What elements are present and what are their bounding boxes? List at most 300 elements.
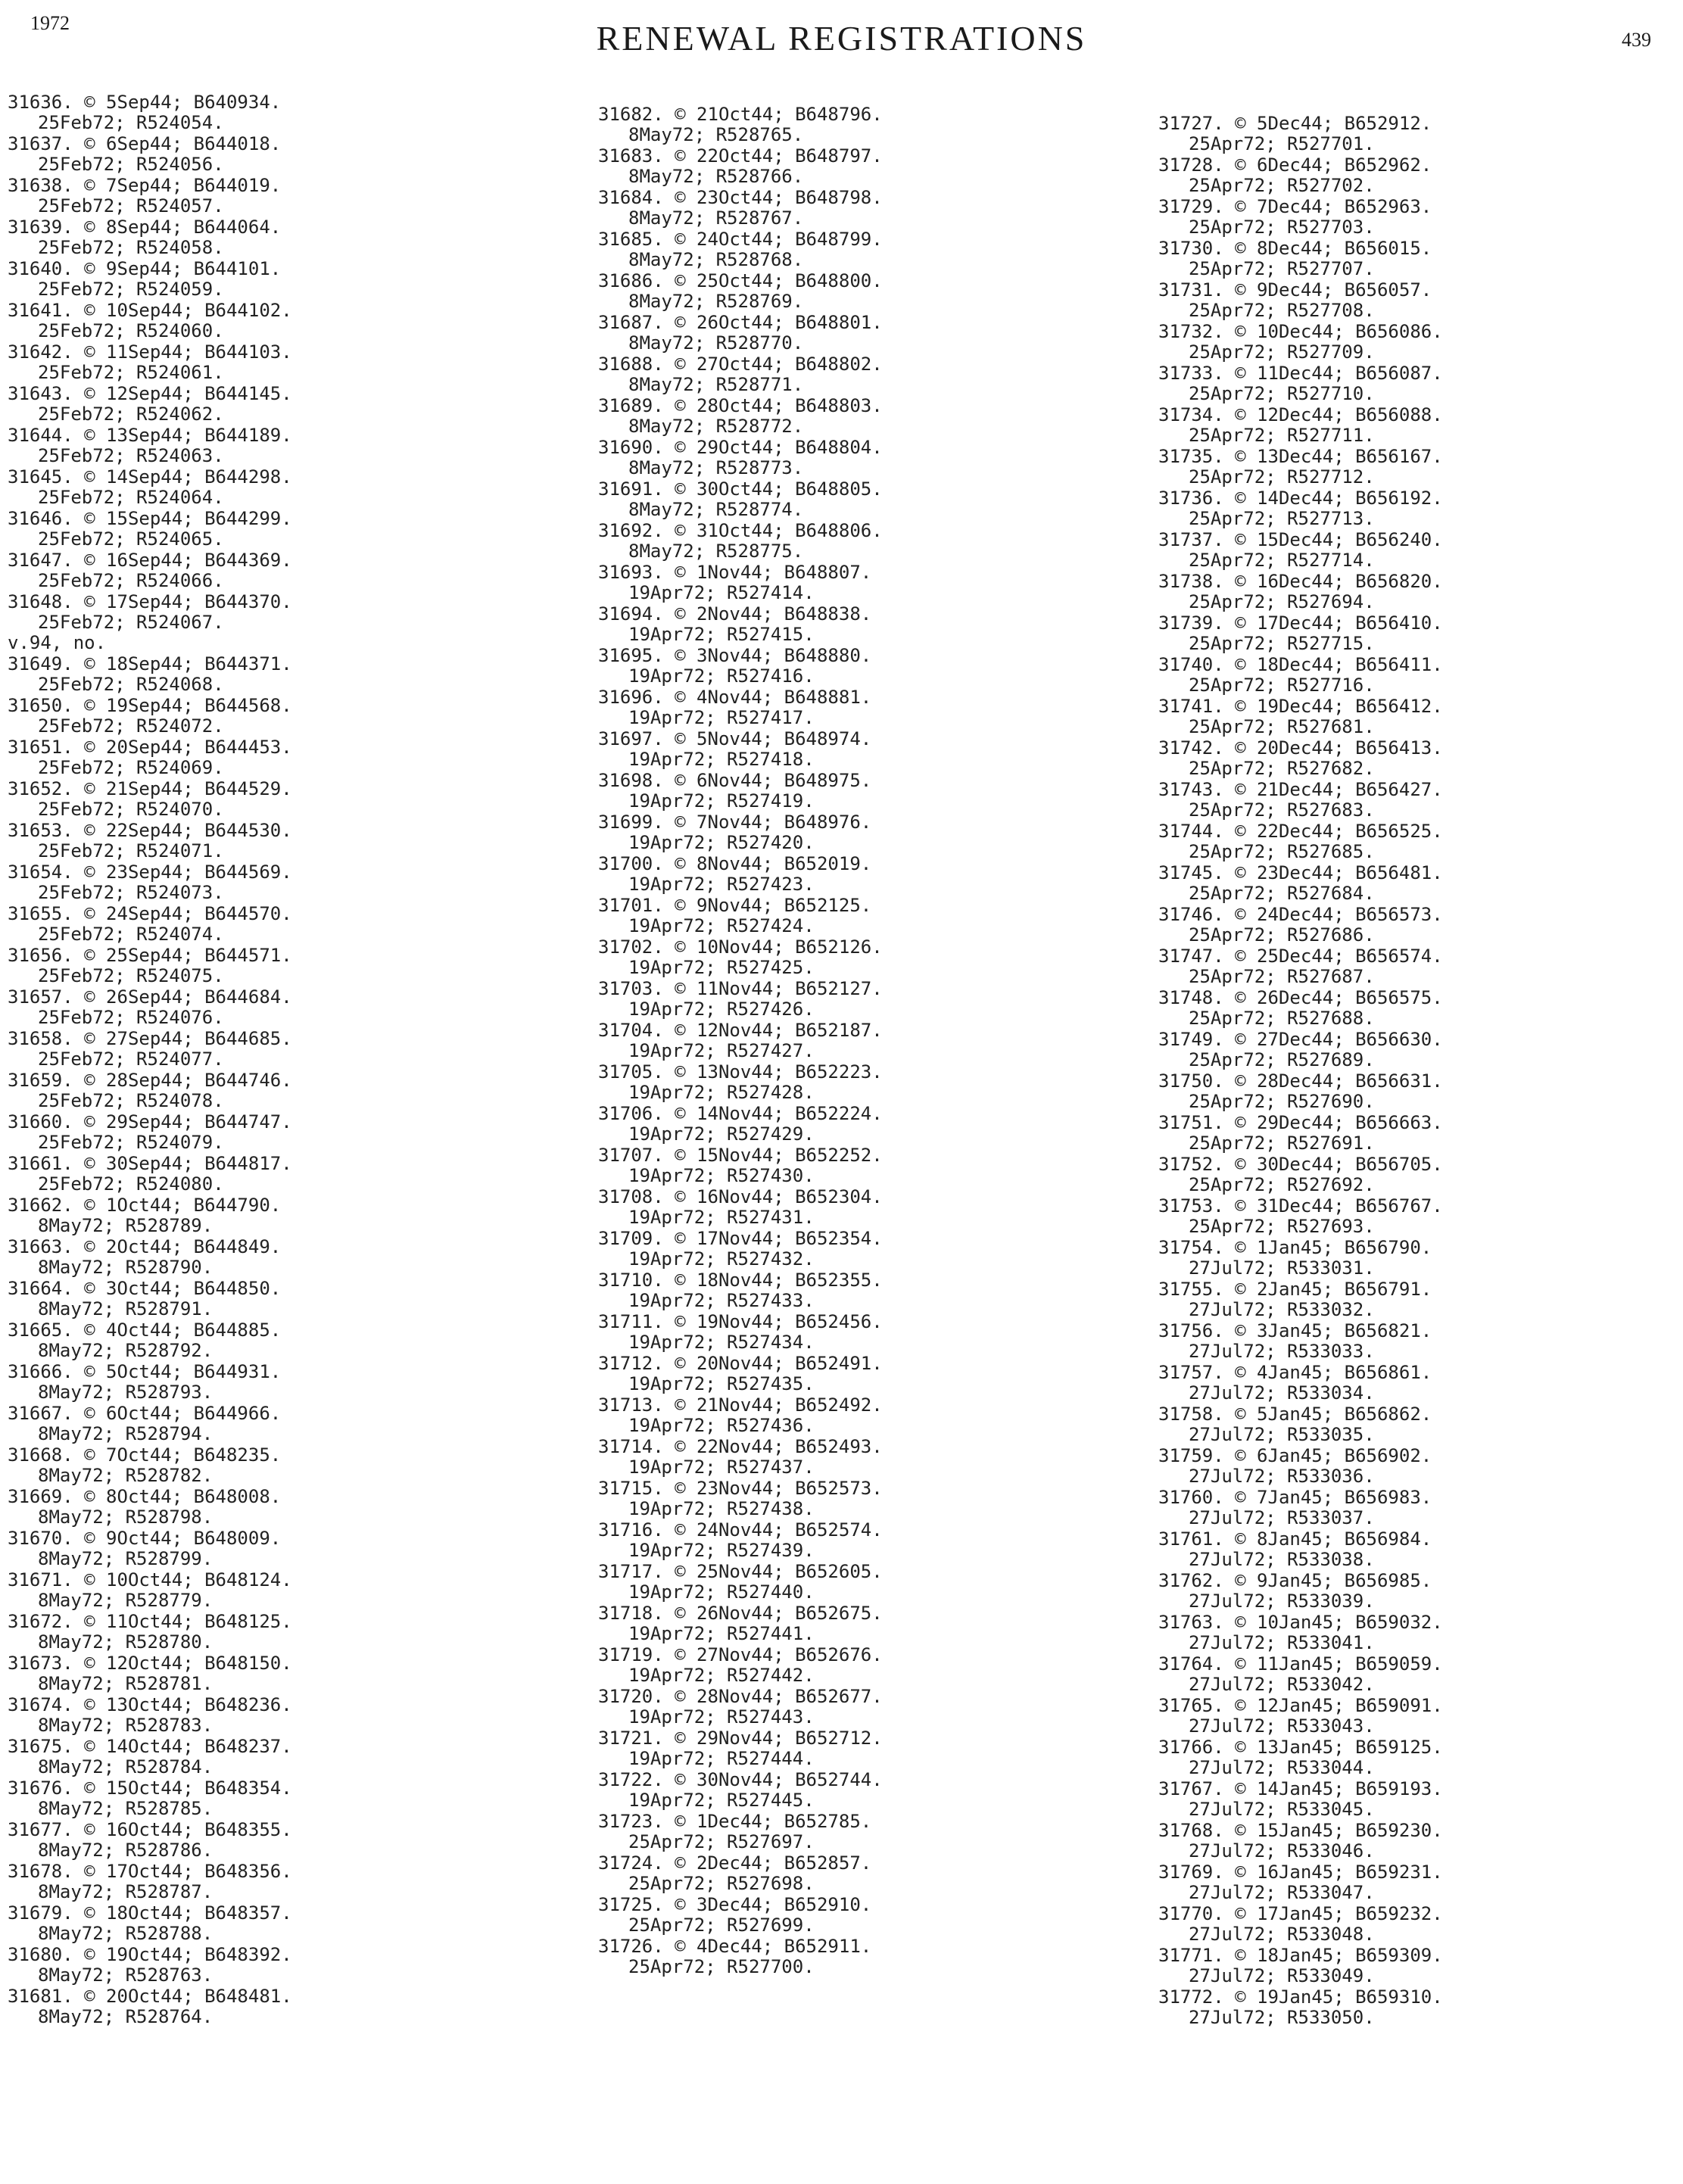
entry-renewal: 19Apr72; R527440. [628,1581,815,1603]
entry-registration: 31723. © 1Dec44; B652785. [598,1811,872,1832]
registration-entry [598,1520,1128,1560]
entry-renewal: 19Apr72; R527429. [628,1123,815,1145]
registration-entry [8,134,553,174]
entry-registration: 31770. © 17Jan45; B659232. [1158,1903,1443,1924]
entry-renewal: 25Feb72; R524066. [38,570,224,591]
entry-renewal: 19Apr72; R527418. [628,749,815,770]
entry-registration: 31692. © 31Oct44; B648806. [598,520,883,541]
registration-entry [598,646,1128,686]
entry-registration: 31657. © 26Sep44; B644684. [8,986,292,1008]
registration-entry [8,1029,553,1069]
entry-registration: 31701. © 9Nov44; B652125. [598,895,872,916]
entry-renewal: 19Apr72; R527424. [628,915,815,936]
entry-registration: 31658. © 27Sep44; B644685. [8,1028,292,1049]
entry-registration: 31659. © 28Sep44; B644746. [8,1070,292,1091]
registration-entry [598,562,1128,603]
entry-registration: 31643. © 12Sep44; B644145. [8,383,292,404]
entry-registration: 31708. © 16Nov44; B652304. [598,1186,883,1207]
registration-entry [8,1695,553,1735]
registration-entry [1158,1737,1681,1777]
entry-renewal: 25Apr72; R527688. [1189,1008,1375,1029]
registration-entry [598,1229,1128,1269]
entry-renewal: 8May72; R528791. [38,1298,213,1319]
registration-entry [598,896,1128,936]
entry-renewal: 27Jul72; R533031. [1189,1257,1375,1279]
entry-registration: 31709. © 17Nov44; B652354. [598,1228,883,1249]
entry-renewal: 25Feb72; R524058. [38,237,224,258]
registration-entry [8,259,553,299]
entry-registration: 31699. © 7Nov44; B648976. [598,812,872,833]
entry-registration: 31751. © 29Dec44; B656663. [1158,1112,1443,1133]
entry-registration: 31649. © 18Sep44; B644371. [8,653,292,675]
entry-renewal: 25Apr72; R527684. [1189,883,1375,904]
registration-entry [598,729,1128,769]
entry-registration: 31648. © 17Sep44; B644370. [8,591,292,612]
entry-renewal: 8May72; R528789. [38,1215,213,1236]
registration-entry [1158,1946,1681,1986]
entry-registration: 31650. © 19Sep44; B644568. [8,695,292,716]
entry-registration: 31736. © 14Dec44; B656192. [1158,488,1443,509]
registration-entry [598,979,1128,1019]
registration-entry [1158,905,1681,945]
registration-entry [598,1812,1128,1852]
registration-entry [1158,1279,1681,1319]
registration-entry [8,301,553,341]
entry-renewal: 19Apr72; R527435. [628,1373,815,1394]
entry-renewal: 19Apr72; R527439. [628,1540,815,1561]
entry-registration: 31656. © 25Sep44; B644571. [8,945,292,966]
registration-entry [8,1279,553,1319]
entry-renewal: 27Jul72; R533039. [1189,1590,1375,1612]
entry-renewal: 19Apr72; R527442. [628,1665,815,1686]
registration-entry [598,1645,1128,1685]
entry-renewal: 19Apr72; R527416. [628,665,815,687]
registration-entry [598,1312,1128,1352]
entry-renewal: 8May72; R528785. [38,1798,213,1819]
entry-renewal: 25Apr72; R527700. [628,1956,815,1977]
entry-registration: 31724. © 2Dec44; B652857. [598,1852,872,1874]
registration-entry [598,313,1128,353]
entry-registration: 31679. © 18Oct44; B648357. [8,1902,292,1924]
registration-entry [1158,405,1681,445]
entry-renewal: 25Apr72; R527713. [1189,508,1375,529]
registration-entry [1158,1030,1681,1070]
registration-entry [598,1770,1128,1810]
entry-registration: 31741. © 19Dec44; B656412. [1158,696,1443,717]
entry-registration: 31644. © 13Sep44; B644189. [8,425,292,446]
registration-entry [598,854,1128,894]
column-1 [8,92,553,2027]
entry-registration: 31748. © 26Dec44; B656575. [1158,987,1443,1008]
entry-registration: 31769. © 16Jan45; B659231. [1158,1862,1443,1883]
registration-entry [598,438,1128,478]
entry-renewal: 27Jul72; R533034. [1189,1382,1375,1404]
registration-entry [8,1903,553,1943]
entry-registration: 31693. © 1Nov44; B648807. [598,562,872,583]
header-year: 1972 [30,12,70,34]
entry-registration: 31697. © 5Nov44; B648974. [598,728,872,749]
entry-renewal: 25Apr72; R527686. [1189,924,1375,946]
entry-registration: 31733. © 11Dec44; B656087. [1158,363,1443,384]
registration-entry [1158,1696,1681,1736]
entry-registration: 31652. © 21Sep44; B644529. [8,778,292,799]
entry-renewal: 27Jul72; R533032. [1189,1299,1375,1320]
entry-renewal: 19Apr72; R527415. [628,624,815,645]
registration-entry [8,654,553,694]
registration-entry [598,354,1128,394]
entry-renewal: 25Feb72; R524057. [38,195,224,217]
entry-registration: 31661. © 30Sep44; B644817. [8,1153,292,1174]
registration-entry [1158,114,1681,154]
entry-renewal: 25Feb72; R524059. [38,279,224,300]
entry-renewal: 19Apr72; R527443. [628,1706,815,1728]
entry-renewal: 25Apr72; R527691. [1189,1133,1375,1154]
registration-entry [598,1895,1128,1935]
entry-renewal: 25Apr72; R527697. [628,1831,815,1852]
entry-renewal: 25Feb72; R524060. [38,320,224,341]
entry-renewal: 25Apr72; R527710. [1189,383,1375,404]
entry-renewal: 19Apr72; R527437. [628,1457,815,1478]
entry-registration: 31702. © 10Nov44; B652126. [598,936,883,958]
registration-entry [8,821,553,861]
registration-entry [8,1320,553,1360]
registration-entry [8,696,553,736]
entry-renewal: 25Apr72; R527687. [1189,966,1375,987]
entry-registration: 31757. © 4Jan45; B656861. [1158,1362,1432,1383]
entry-renewal: 25Feb72; R524056. [38,154,224,175]
entry-renewal: 25Apr72; R527683. [1189,799,1375,821]
entry-renewal: 25Apr72; R527693. [1189,1216,1375,1237]
entry-renewal: 8May72; R528769. [628,291,804,312]
entry-registration: 31765. © 12Jan45; B659091. [1158,1695,1443,1716]
entry-registration: 31732. © 10Dec44; B656086. [1158,321,1443,342]
registration-entry [598,604,1128,644]
entry-renewal: 25Apr72; R527698. [628,1873,815,1894]
entry-renewal: 25Apr72; R527701. [1189,133,1375,154]
registration-entry [8,779,553,819]
entry-registration: 31685. © 24Oct44; B648799. [598,229,883,250]
registration-entry [598,229,1128,269]
entry-renewal: 25Apr72; R527694. [1189,591,1375,612]
entry-registration: 31703. © 11Nov44; B652127. [598,978,883,999]
entry-registration: 31669. © 8Oct44; B648008. [8,1486,282,1507]
registration-entry [1158,1071,1681,1111]
entry-registration: 31762. © 9Jan45; B656985. [1158,1570,1432,1591]
registration-entry [8,946,553,986]
entry-renewal: 8May72; R528764. [38,2006,213,2027]
registration-entry [8,1570,553,1610]
entry-renewal: 25Feb72; R524061. [38,362,224,383]
entry-registration: 31663. © 2Oct44; B644849. [8,1236,282,1257]
registration-entry [598,812,1128,852]
entry-registration: 31746. © 24Dec44; B656573. [1158,904,1443,925]
entry-registration: 31640. © 9Sep44; B644101. [8,258,282,279]
entry-registration: 31764. © 11Jan45; B659059. [1158,1653,1443,1675]
entry-renewal: 8May72; R528787. [38,1881,213,1902]
entry-renewal: 25Feb72; R524079. [38,1132,224,1153]
registration-entry [8,1986,553,2027]
entry-registration: 31668. © 7Oct44; B648235. [8,1444,282,1466]
entry-renewal: 8May72; R528798. [38,1506,213,1528]
column-3 [1158,114,1681,2027]
registration-entry [1158,1529,1681,1569]
registration-entry [8,737,553,777]
entry-registration: 31768. © 15Jan45; B659230. [1158,1820,1443,1841]
registration-entry [1158,1488,1681,1528]
registration-entry [1158,655,1681,695]
registration-entry [598,521,1128,561]
entry-renewal: 27Jul72; R533043. [1189,1715,1375,1737]
entry-renewal: 8May72; R528770. [628,332,804,354]
entry-registration: 31725. © 3Dec44; B652910. [598,1894,872,1915]
entry-renewal: 25Apr72; R527712. [1189,466,1375,488]
entry-renewal: 25Feb72; R524074. [38,924,224,945]
entry-registration: 31666. © 5Oct44; B644931. [8,1361,282,1382]
entry-renewal: 25Feb72; R524069. [38,757,224,778]
column-2 [598,104,1128,1977]
entry-renewal: 8May72; R528775. [628,541,804,562]
registration-entry [598,146,1128,186]
entry-renewal: 8May72; R528765. [628,124,804,145]
registration-entry [8,1195,553,1235]
registration-entry [598,1354,1128,1394]
entry-renewal: 19Apr72; R527444. [628,1748,815,1769]
entry-registration: 31641. © 10Sep44; B644102. [8,300,292,321]
entry-registration: 31711. © 19Nov44; B652456. [598,1311,883,1332]
registration-entry [8,904,553,944]
entry-registration: 31687. © 26Oct44; B648801. [598,312,883,333]
entry-renewal: 25Feb72; R524068. [38,674,224,695]
registration-entry [1158,738,1681,778]
entry-renewal: 8May72; R528771. [628,374,804,395]
entry-renewal: 27Jul72; R533050. [1189,2007,1375,2028]
entry-renewal: 25Feb72; R524080. [38,1173,224,1195]
registration-entry [598,1562,1128,1602]
entry-registration: 31740. © 18Dec44; B656411. [1158,654,1443,675]
registration-entry [1158,1446,1681,1486]
entry-renewal: 19Apr72; R527417. [628,707,815,728]
entry-registration: 31735. © 13Dec44; B656167. [1158,446,1443,467]
entry-registration: 31700. © 8Nov44; B652019. [598,853,872,874]
entry-registration: 31766. © 13Jan45; B659125. [1158,1737,1443,1758]
entry-registration: 31753. © 31Dec44; B656767. [1158,1195,1443,1217]
entry-registration: 31710. © 18Nov44; B652355. [598,1270,883,1291]
entry-registration: 31665. © 4Oct44; B644885. [8,1319,282,1341]
entry-renewal: 25Apr72; R527685. [1189,841,1375,862]
entry-registration: 31662. © 1Oct44; B644790. [8,1195,282,1216]
entry-registration: 31647. © 16Sep44; B644369. [8,550,292,571]
registration-entry [1158,155,1681,195]
entry-renewal: 19Apr72; R527414. [628,582,815,603]
entry-renewal: 25Feb72; R524071. [38,840,224,861]
registration-entry [1158,821,1681,861]
entry-registration: 31681. © 20Oct44; B648481. [8,1986,292,2007]
registration-entry [1158,1904,1681,1944]
entry-renewal: 19Apr72; R527436. [628,1415,815,1436]
entry-registration: 31742. © 20Dec44; B656413. [1158,737,1443,759]
registration-entry [8,592,553,632]
entry-registration: 31731. © 9Dec44; B656057. [1158,279,1432,301]
registration-entry [8,1528,553,1569]
registration-entry [8,1445,553,1485]
entry-renewal: 25Apr72; R527699. [628,1915,815,1936]
registration-entry [1158,1612,1681,1653]
registration-entry [1158,1196,1681,1236]
registration-entry [598,1187,1128,1227]
entry-registration: 31706. © 14Nov44; B652224. [598,1103,883,1124]
registration-entry [598,1936,1128,1977]
entry-registration: 31715. © 23Nov44; B652573. [598,1478,883,1499]
entry-renewal: 19Apr72; R527431. [628,1207,815,1228]
entry-renewal: 8May72; R528780. [38,1631,213,1653]
entry-registration: 31721. © 29Nov44; B652712. [598,1728,883,1749]
entry-registration: 31642. © 11Sep44; B644103. [8,341,292,363]
entry-registration: 31674. © 13Oct44; B648236. [8,1694,292,1715]
registration-entry [598,1437,1128,1477]
entry-registration: 31637. © 6Sep44; B644018. [8,133,282,154]
entry-registration: 31720. © 28Nov44; B652677. [598,1686,883,1707]
entry-registration: 31763. © 10Jan45; B659032. [1158,1612,1443,1633]
entry-renewal: 8May72; R528799. [38,1548,213,1569]
entry-renewal: 8May72; R528763. [38,1964,213,1986]
registration-entry [8,1945,553,1985]
registration-entry [8,384,553,424]
registration-entry [8,1112,553,1152]
registration-entry [598,937,1128,977]
registration-entry [598,479,1128,519]
entry-registration: 31671. © 10Oct44; B648124. [8,1569,292,1590]
registration-entry [1158,946,1681,986]
entry-registration: 31759. © 6Jan45; B656902. [1158,1445,1432,1466]
registration-entry [8,987,553,1027]
entry-renewal: 27Jul72; R533035. [1189,1424,1375,1445]
entry-registration: 31678. © 17Oct44; B648356. [8,1861,292,1882]
registration-entry [8,1362,553,1402]
entry-renewal: 25Feb72; R524067. [38,612,224,633]
entry-registration: 31676. © 15Oct44; B648354. [8,1777,292,1799]
entry-registration: 31680. © 19Oct44; B648392. [8,1944,292,1965]
registration-entry [598,1020,1128,1061]
entry-renewal: 25Feb72; R524073. [38,882,224,903]
entry-renewal: 25Feb72; R524078. [38,1090,224,1111]
entry-registration: 31691. © 30Oct44; B648805. [598,478,883,500]
entry-registration: 31760. © 7Jan45; B656983. [1158,1487,1432,1508]
entry-renewal: 25Feb72; R524065. [38,528,224,550]
entry-renewal: 25Apr72; R527715. [1189,633,1375,654]
registration-entry [1158,1862,1681,1902]
entry-registration: 31743. © 21Dec44; B656427. [1158,779,1443,800]
entry-registration: 31726. © 4Dec44; B652911. [598,1936,872,1957]
entry-registration: 31686. © 25Oct44; B648800. [598,270,883,291]
entry-registration: 31717. © 25Nov44; B652605. [598,1561,883,1582]
entry-registration: 31712. © 20Nov44; B652491. [598,1353,883,1374]
registration-entry [1158,1987,1681,2027]
registration-entry [1158,572,1681,612]
entry-registration: 31705. © 13Nov44; B652223. [598,1061,883,1083]
entry-renewal: 8May72; R528767. [628,207,804,229]
entry-renewal: 27Jul72; R533047. [1189,1882,1375,1903]
entry-registration: 31714. © 22Nov44; B652493. [598,1436,883,1457]
entry-renewal: 8May72; R528784. [38,1756,213,1777]
registration-entry [598,771,1128,811]
entry-registration: 31772. © 19Jan45; B659310. [1158,1986,1443,2008]
entry-renewal: 19Apr72; R527433. [628,1290,815,1311]
registration-entry [598,1062,1128,1102]
registration-entry [8,1862,553,1902]
entry-renewal: 8May72; R528790. [38,1257,213,1278]
entry-renewal: 8May72; R528782. [38,1465,213,1486]
entry-registration: 31689. © 28Oct44; B648803. [598,395,883,416]
entry-registration: 31655. © 24Sep44; B644570. [8,903,292,924]
entry-registration: 31683. © 22Oct44; B648797. [598,145,883,167]
entry-registration: 31754. © 1Jan45; B656790. [1158,1237,1432,1258]
entry-renewal: 19Apr72; R527438. [628,1498,815,1519]
entry-renewal: 25Feb72; R524075. [38,965,224,986]
entry-renewal: 19Apr72; R527427. [628,1040,815,1061]
registration-entry [8,92,553,132]
registration-entry [598,1853,1128,1893]
entry-renewal: 25Feb72; R524070. [38,799,224,820]
registration-entry [1158,197,1681,237]
entry-registration: 31718. © 26Nov44; B652675. [598,1603,883,1624]
entry-registration: 31695. © 3Nov44; B648880. [598,645,872,666]
entry-registration: 31684. © 23Oct44; B648798. [598,187,883,208]
registration-entry [598,1603,1128,1643]
entry-registration: 31737. © 15Dec44; B656240. [1158,529,1443,550]
entry-renewal: 19Apr72; R527426. [628,999,815,1020]
entry-registration: 31755. © 2Jan45; B656791. [1158,1279,1432,1300]
entry-renewal: 19Apr72; R527441. [628,1623,815,1644]
entry-renewal: 27Jul72; R533033. [1189,1341,1375,1362]
entry-renewal: 19Apr72; R527432. [628,1248,815,1270]
entry-registration: 31747. © 25Dec44; B656574. [1158,946,1443,967]
entry-renewal: 25Apr72; R527692. [1189,1174,1375,1195]
registration-entry [1158,696,1681,737]
entry-renewal: 25Feb72; R524072. [38,715,224,737]
registration-entry [1158,238,1681,279]
registration-entry [1158,363,1681,403]
entry-registration: 31771. © 18Jan45; B659309. [1158,1945,1443,1966]
entry-renewal: 8May72; R528786. [38,1840,213,1861]
entry-renewal: 8May72; R528772. [628,416,804,437]
registration-entry [8,1404,553,1444]
entry-registration: 31756. © 3Jan45; B656821. [1158,1320,1432,1341]
entry-renewal: 25Apr72; R527681. [1189,716,1375,737]
registration-entry [1158,322,1681,362]
registration-entry [598,1104,1128,1144]
page-header [0,0,1683,91]
entry-renewal: 27Jul72; R533036. [1189,1466,1375,1487]
entry-renewal: 25Apr72; R527708. [1189,300,1375,321]
entry-registration: 31739. © 17Dec44; B656410. [1158,612,1443,634]
entry-registration: 31638. © 7Sep44; B644019. [8,175,282,196]
registration-entry [598,1728,1128,1768]
entry-renewal: 8May72; R528774. [628,499,804,520]
registration-entry [598,396,1128,436]
entry-renewal: 8May72; R528773. [628,457,804,478]
entry-registration: 31696. © 4Nov44; B648881. [598,687,872,708]
entry-registration: 31750. © 28Dec44; B656631. [1158,1070,1443,1092]
entry-registration: 31675. © 14Oct44; B648237. [8,1736,292,1757]
registration-entry [1158,1321,1681,1361]
page-number: 439 [1622,29,1651,51]
registration-entry [1158,780,1681,820]
entry-registration: 31682. © 21Oct44; B648796. [598,104,883,125]
entry-renewal: 27Jul72; R533049. [1189,1965,1375,1986]
entry-renewal: 19Apr72; R527420. [628,832,815,853]
registration-entry [8,1154,553,1194]
entry-registration: 31713. © 21Nov44; B652492. [598,1394,883,1416]
